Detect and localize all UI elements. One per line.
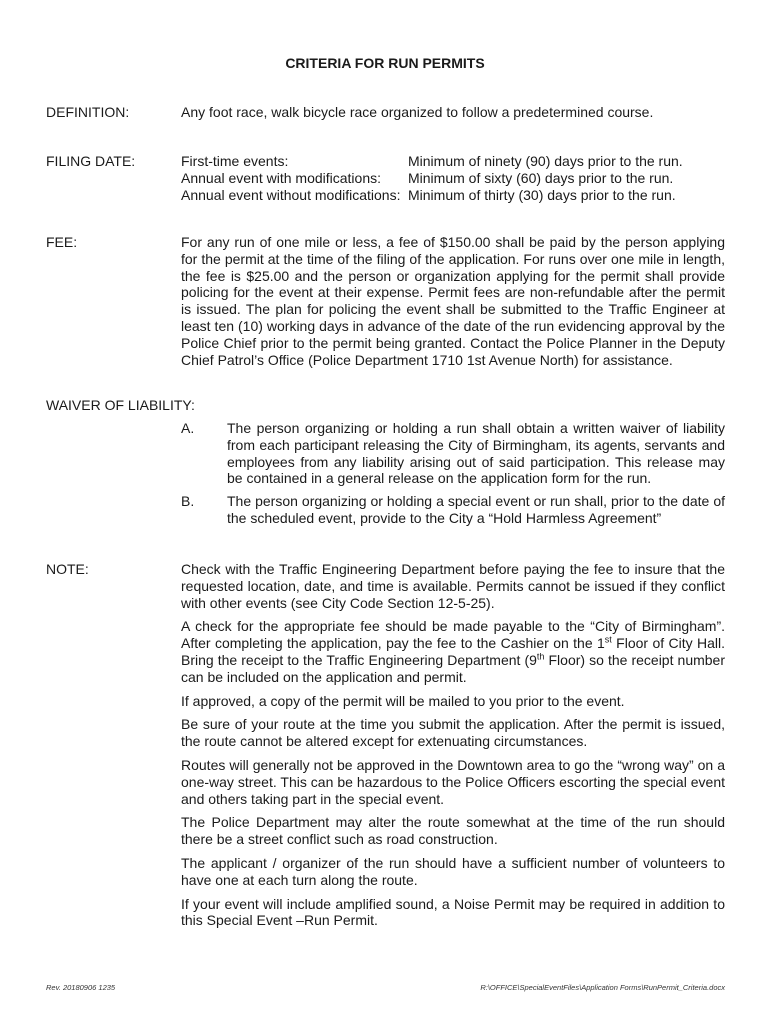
filing-requirement: Minimum of ninety (90) days prior to the run. [408,153,683,169]
document-title: CRITERIA FOR RUN PERMITS [285,55,485,71]
definition-label: DEFINITION: [46,104,130,120]
fee-label: FEE: [46,234,78,250]
fee-text: For any run of one mile or less, a fee of $150.00 shall be paid by the person applying for the permit at the time of the filing of the application. For runs over one mile in length, the fee is $25.00 and the person or organization applying for the permit shall provide policing for the event at their expense. Permit fees are non-refundable after the permit is issued. The plan for policing the event shall be submitted to the Traffic Engineer at least ten (10) working days in advance of the date of the run evidencing approval by the Police Chief prior to the permit being granted. Contact the Police Planner in the Deputy Chief Patrol’s Office (Police Department 1710 1st Avenue North) for assistance. [181,234,725,368]
filing-event-type: Annual event without modifications: [181,186,401,203]
waiver-item-letter: B. [181,493,195,509]
waiver-item-a [181,420,725,487]
note-paragraph: If approved, a copy of the permit will be mailed to you prior to the event. [181,692,625,709]
note-paragraph: Routes will generally not be approved in the Downtown area to go the “wrong way” on a one-way street. This can be hazardous to the Police Officers escorting the special event and others taking part in the special event. [181,756,725,807]
note-paragraph: Check with the Traffic Engineering Department before paying the fee to insure that the requested location, date, and time is available. Permits cannot be issued if they conflict with other events (see City Code Section 12-5-25). [181,561,725,611]
note-body [181,561,725,936]
note-paragraph: A check for the appropriate fee should be made payable to the “City of Birmingham”. After completing the application, pay the fee to the Cashier on the 1st Floor of City Hall. Bring the receipt to the Traffic Engineering Department (9th Floor) so the receipt number can be included on the application and permit. [181,618,725,685]
filing-requirement: Minimum of thirty (30) days prior to the run. [408,186,676,203]
footer-file-path: R:\OFFICE\SpecialEventFiles\Application Forms\RunPermit_Criteria.docx [480,983,725,992]
filing-row [181,170,725,187]
filing-date-table [181,153,725,203]
waiver-item-letter: A. [181,420,195,436]
footer-revision: Rev. 20180906 1235 [46,983,116,992]
filing-date-label: FILING DATE: [46,153,136,169]
filing-event-type: First-time events: [181,153,289,169]
waiver-item-b [181,493,725,527]
filing-row [181,187,725,204]
filing-requirement: Minimum of sixty (60) days prior to the run. [408,169,674,186]
note-paragraph: If your event will include amplified sound, a Noise Permit may be required in addition to this Special Event –Run Permit. [181,895,725,929]
waiver-item-text: The person organizing or holding a special event or run shall, prior to the date of the scheduled event, provide to the City a “Hold Harmless Agreement” [227,493,725,526]
filing-row [181,153,725,170]
definition-text: Any foot race, walk bicycle race organized to follow a predetermined course. [181,104,654,120]
note-paragraph: The applicant / organizer of the run should have a sufficient number of volunteers to have one at each turn along the route. [181,854,725,888]
filing-event-type: Annual event with modifications: [181,169,381,186]
note-label: NOTE: [46,561,89,577]
note-paragraph: Be sure of your route at the time you submit the application. After the permit is issued, the route cannot be altered except for extenuating circumstances. [181,716,725,750]
waiver-label: WAIVER OF LIABILITY: [46,397,195,413]
waiver-item-text: The person organizing or holding a run shall obtain a written waiver of liability from each participant releasing the City of Birmingham, its agents, servants and employees from any liability arising out of said participation. This release may be contained in a general release on the application form for the run. [227,420,725,487]
note-paragraph: The Police Department may alter the route somewhat at the time of the run should there be a street conflict such as road construction. [181,814,725,848]
